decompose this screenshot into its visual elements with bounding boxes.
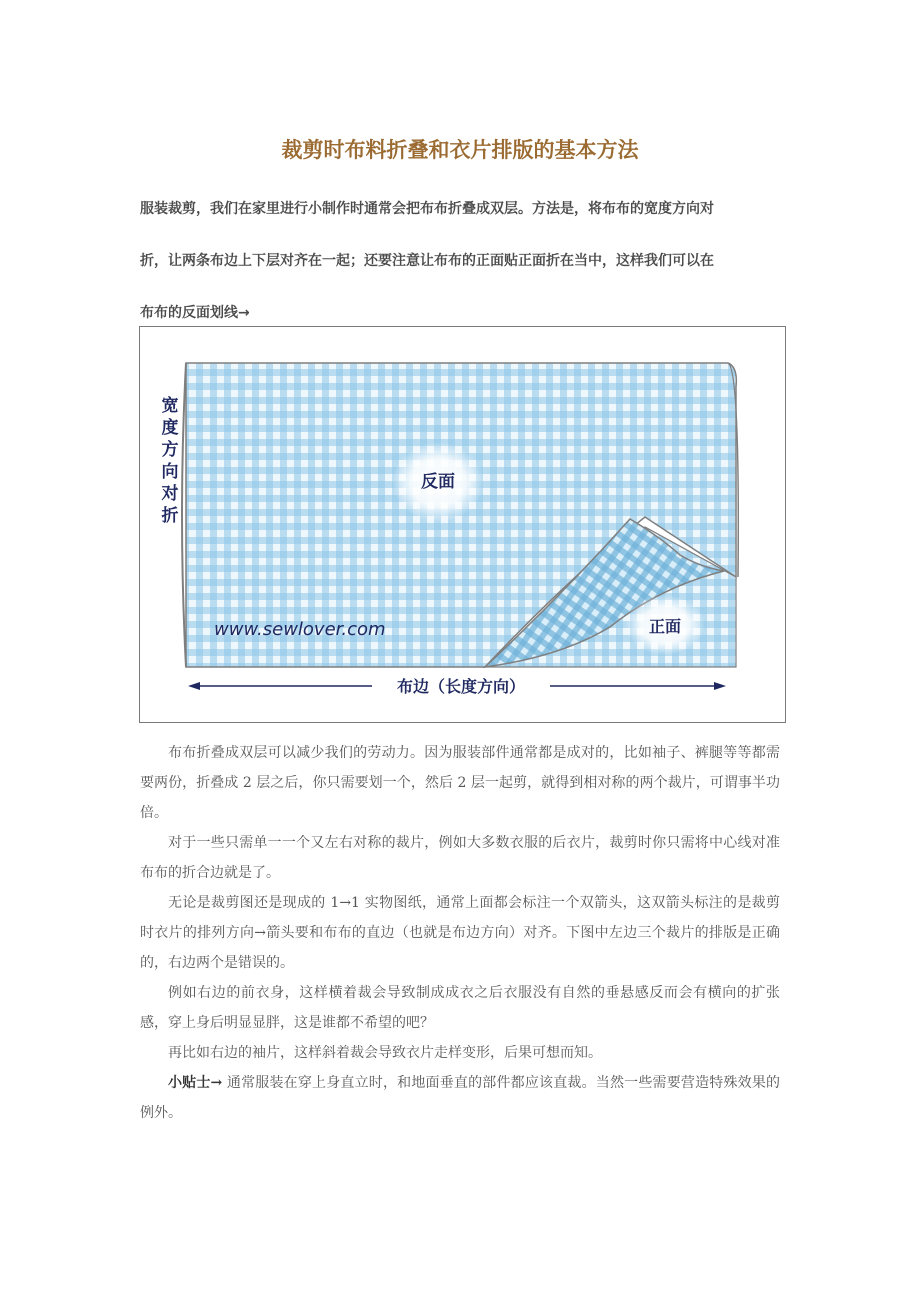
intro-line-2: 折，让两条布边上下层对齐在一起；还要注意让布布的正面贴正面折在当中，这样我们可以在 bbox=[140, 253, 714, 269]
paragraph: 例如右边的前衣身，这样横着裁会导致制成成衣之后衣服没有自然的垂悬感反而会有横向的扩张感，穿上身后明显显胖，这是谁都不希望的吧？ bbox=[140, 985, 780, 1031]
selvage-arrow bbox=[188, 677, 726, 696]
svg-text:对: 对 bbox=[161, 484, 179, 504]
svg-text:宽: 宽 bbox=[161, 396, 179, 416]
intro-line-1: 服装裁剪，我们在家里进行小制作时通常会把布布折叠成双层。方法是，将布布的宽度方向对 bbox=[140, 201, 714, 217]
page-title: 裁剪时布料折叠和衣片排版的基本方法 bbox=[281, 138, 639, 162]
paragraph: 再比如右边的袖片，这样斜着裁会导致衣片走样变形，后果可想而知。 bbox=[168, 1045, 602, 1061]
intro-line-3: 布布的反面划线→ bbox=[140, 305, 250, 321]
article-body bbox=[140, 738, 780, 1128]
svg-text:折: 折 bbox=[161, 506, 179, 526]
svg-text:向: 向 bbox=[161, 462, 179, 482]
paragraph: 无论是裁剪图还是现成的 1→1 实物图纸，通常上面都会标注一个双箭头，这双箭头标注的是裁剪时衣片的排列方向→箭头要和布布的直边（也就是布边方向）对齐。下图中左边三个裁片的排版是正确的，右边两个是错误的。 bbox=[140, 895, 780, 971]
front-side-label: 正面 bbox=[648, 617, 682, 636]
paragraph: 对于一些只需单一一个又左右对称的裁片，例如大多数衣服的后衣片，裁剪时你只需将中心线对准布布的折合边就是了。 bbox=[140, 835, 780, 881]
tip-text: 通常服装在穿上身直立时，和地面垂直的部件都应该直裁。当然一些需要营造特殊效果的例外。 bbox=[140, 1075, 780, 1121]
selvage-label: 布边（长度方向） bbox=[396, 677, 526, 696]
paragraph: 布布折叠成双层可以减少我们的劳动力。因为服装部件通常都是成对的，比如袖子、裤腿等等都需要两份，折叠成 2 层之后，你只需要划一个，然后 2 层一起剪，就得到相对称的两个裁片，可谓事半功倍。 bbox=[140, 745, 780, 821]
svg-text:方: 方 bbox=[161, 440, 179, 460]
width-fold-label bbox=[162, 395, 179, 526]
tip-paragraph bbox=[140, 1068, 780, 1128]
watermark: www.sewlover.com bbox=[214, 619, 386, 640]
svg-text:度: 度 bbox=[161, 418, 179, 438]
fabric-fold-illustration bbox=[139, 326, 786, 723]
back-side-label: 反面 bbox=[421, 472, 455, 492]
tip-label: 小贴士→ bbox=[168, 1075, 223, 1091]
